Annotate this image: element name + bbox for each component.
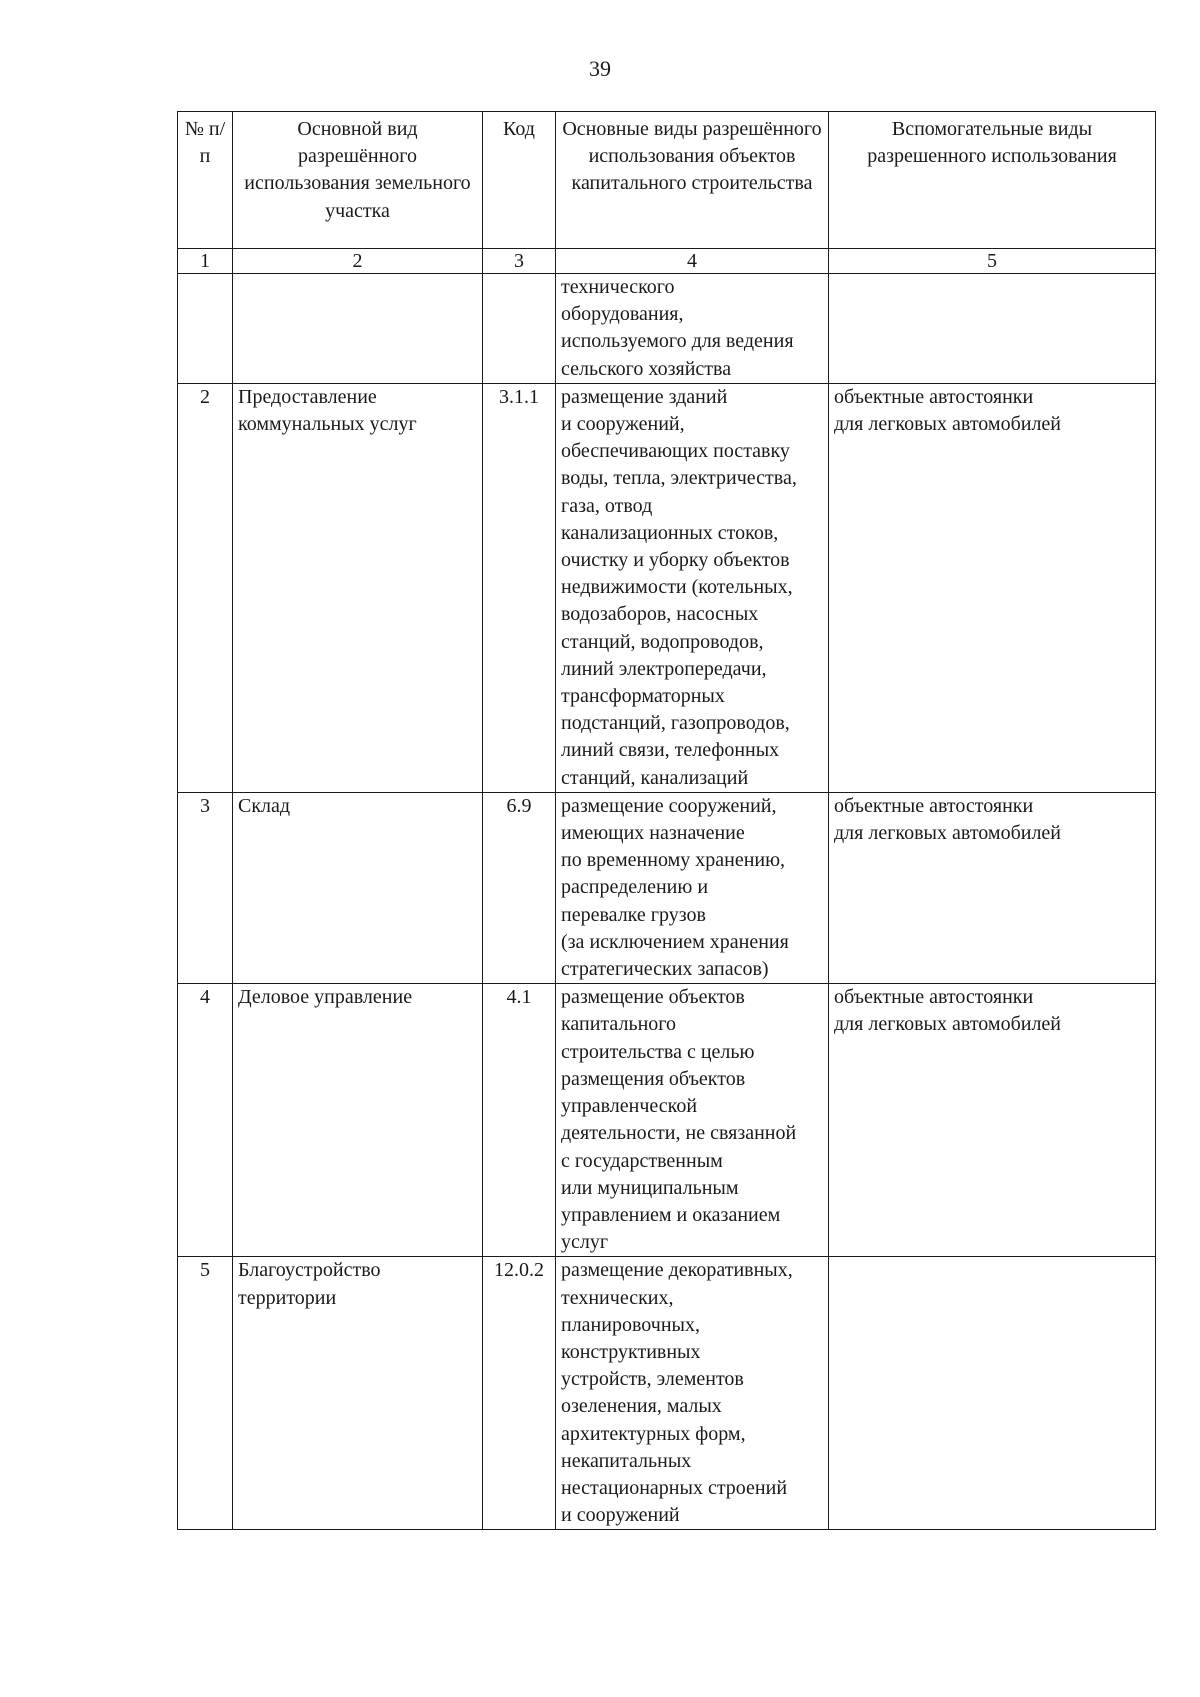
row-main-use: размещение декоративных, технических, планировочных, конструктивных устройств, элементов озеленения, малых архитектурных форм, некапитальных нестационарных строений и сооружений: [556, 1257, 829, 1530]
row-auxiliary-use: [829, 274, 1156, 384]
row-land-use: Склад: [233, 792, 483, 983]
table-row: [178, 1257, 1156, 1530]
column-index-cell: 1: [178, 249, 233, 274]
row-auxiliary-use: объектные автостоянки для легковых автомобилей: [829, 383, 1156, 792]
row-code: 4.1: [483, 984, 556, 1257]
column-index-cell: 4: [556, 249, 829, 274]
row-number: 2: [178, 383, 233, 792]
row-auxiliary-use: объектные автостоянки для легковых автомобилей: [829, 984, 1156, 1257]
header-auxiliary-use: [829, 112, 1156, 249]
header-main-land-use: [233, 112, 483, 249]
row-main-use: размещение объектов капитального строительства с целью размещения объектов управленческой деятельности, не связанной с государственным или муниципальным управлением и оказанием услуг: [556, 984, 829, 1257]
row-number: 3: [178, 792, 233, 983]
row-code: 6.9: [483, 792, 556, 983]
zoning-table: [177, 111, 1156, 1530]
header-number-text: № п/п: [184, 118, 226, 168]
row-land-use: Деловое управление: [233, 984, 483, 1257]
column-index-cell: 5: [829, 249, 1156, 274]
header-code-text: Код: [503, 118, 535, 140]
row-auxiliary-use: объектные автостоянки для легковых автомобилей: [829, 792, 1156, 983]
table-row: [178, 383, 1156, 792]
row-number: [178, 274, 233, 384]
row-main-use: размещение зданий и сооружений, обеспечивающих поставку воды, тепла, электричества, газа, отвод канализационных стоков, очистку и уборку объектов недвижимости (котельных, водозаборов, насосных станций, водопроводов, линий электропередачи, трансформаторных подстанций, газопроводов, линий связи, телефонных станций, канализаций: [556, 383, 829, 792]
row-code: 12.0.2: [483, 1257, 556, 1530]
column-index-cell: 2: [233, 249, 483, 274]
row-land-use: Предоставление коммунальных услуг: [233, 383, 483, 792]
header-main-building-use-text: Основные виды разрешённого использования объектов капитального строительства: [562, 118, 822, 195]
row-number: 5: [178, 1257, 233, 1530]
row-code: [483, 274, 556, 384]
row-land-use: Благоустройство территории: [233, 1257, 483, 1530]
table-row: [178, 984, 1156, 1257]
table-row: [178, 274, 1156, 384]
header-code: [483, 112, 556, 249]
column-index-row: [178, 249, 1156, 274]
header-row: [178, 112, 1156, 249]
page-number: 39: [589, 56, 611, 81]
row-main-use: технического оборудования, используемого для ведения сельского хозяйства: [556, 274, 829, 384]
row-auxiliary-use: [829, 1257, 1156, 1530]
header-auxiliary-use-text: Вспомогательные виды разрешенного использования: [867, 118, 1117, 168]
column-index-cell: 3: [483, 249, 556, 274]
row-number: 4: [178, 984, 233, 1257]
table-row: [178, 792, 1156, 983]
row-land-use: [233, 274, 483, 384]
header-number: [178, 112, 233, 249]
row-code: 3.1.1: [483, 383, 556, 792]
row-main-use: размещение сооружений, имеющих назначение по временному хранению, распределению и перевалке грузов (за исключением хранения стратегических запасов): [556, 792, 829, 983]
header-main-building-use: [556, 112, 829, 249]
header-main-land-use-text: Основной вид разрешённого использования земельного участка: [244, 118, 471, 222]
